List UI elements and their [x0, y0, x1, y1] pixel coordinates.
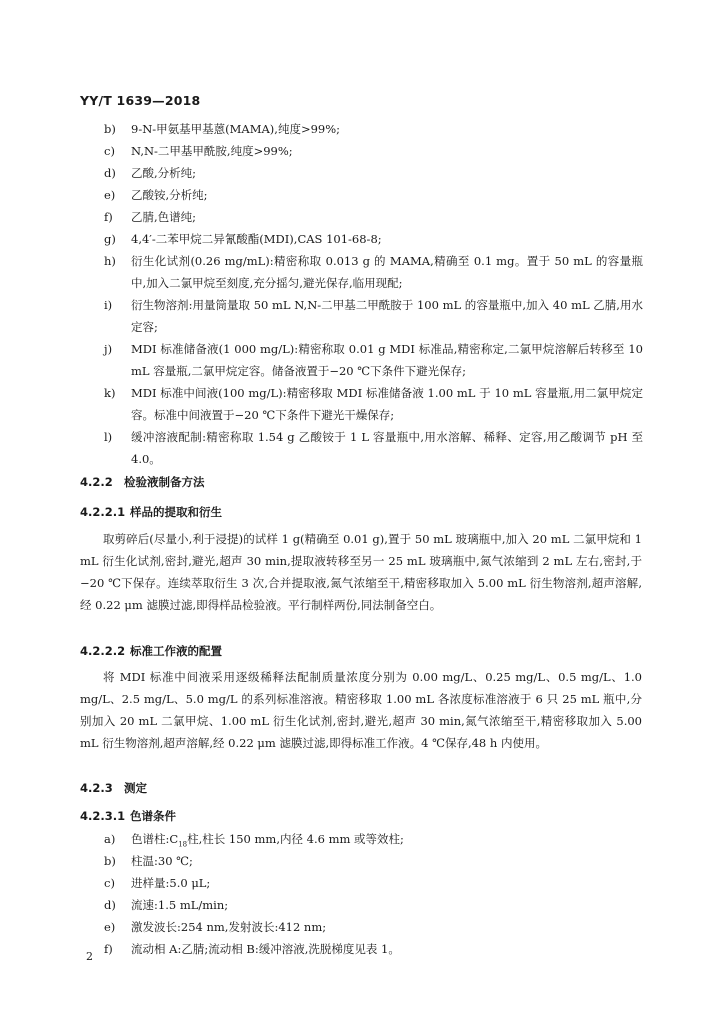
list-marker: g) [104, 232, 116, 246]
section-title: 检验液制备方法 [124, 475, 205, 489]
list-text: MDI 标准储备液(1 000 mg/L):精密称取 0.01 g MDI 标准品,精密称定,二氯甲烷溶解后转移至 10 mL 容量瓶,二氯甲烷定容。储备液置于−20 ℃下条件下避光保存; [131, 342, 643, 378]
list-marker: d) [104, 166, 116, 180]
list-marker: e) [104, 188, 116, 202]
section-number: 4.2.2.2 [80, 644, 126, 658]
list-marker: d) [104, 898, 116, 912]
list-text: 流动相 A:乙腈;流动相 B:缓冲溶液,洗脱梯度见表 1。 [131, 942, 400, 956]
list-marker: c) [104, 144, 115, 158]
list-marker: e) [104, 920, 116, 934]
page-number: 2 [86, 950, 93, 963]
list-text-after: 柱,柱长 150 mm,内径 4.6 mm 或等效柱; [187, 832, 404, 846]
list-text: 乙酸,分析纯; [131, 166, 197, 180]
list-marker: l) [104, 430, 113, 444]
list-marker: j) [104, 342, 113, 356]
subsection-heading [80, 643, 222, 659]
list-marker: a) [104, 832, 116, 846]
list-text: 进样量:5.0 μL; [131, 876, 211, 890]
list-text: 流速:1.5 mL/min; [131, 898, 229, 912]
list-marker: i) [104, 298, 113, 312]
list-marker: k) [104, 386, 116, 400]
body-paragraph: 将 MDI 标准中间液采用逐级稀释法配制质量浓度分别为 0.00 mg/L、0.25 mg/L、0.5 mg/L、1.0 mg/L、2.5 mg/L、5.0 mg/L 的系列标准溶液。精密移取 1.00 mL 各浓度标准溶液于 6 只 25 mL 瓶中,分别加入 20 mL 二氯甲烷、1.00 mL 衍生化试剂,密封,避光,超声 30 min,氮气浓缩至干,精密移取加入 5.00 mL 衍生物溶剂,超声溶解,经 0.22 μm 滤膜过滤,即得标准工作液。4 ℃保存,48 h 内使用。 [80, 670, 642, 750]
list-text: 乙酸铵,分析纯; [131, 188, 208, 202]
list-text: MDI 标准中间液(100 mg/L):精密移取 MDI 标准储备液 1.00 mL 于 10 mL 容量瓶,用二氯甲烷定容。标准中间液置于−20 ℃下条件下避光干燥保存; [131, 386, 643, 422]
list-text: N,N-二甲基甲酰胺,纯度>99%; [131, 144, 293, 158]
section-heading [80, 474, 205, 490]
list-marker: h) [104, 254, 116, 268]
subsection-heading [80, 504, 222, 520]
list-text: 衍生化试剂(0.26 mg/mL):精密称取 0.013 g 的 MAMA,精确至 0.1 mg。置于 50 mL 的容量瓶中,加入二氯甲烷至刻度,充分摇匀,避光保存,临用现配; [131, 254, 643, 290]
section-title: 测定 [124, 781, 147, 795]
list-marker: b) [104, 854, 116, 868]
list-marker: b) [104, 122, 116, 136]
section-number: 4.2.2 [80, 475, 113, 489]
list-text-before: 色谱柱:C [131, 832, 179, 846]
list-text: 缓冲溶液配制:精密称取 1.54 g 乙酸铵于 1 L 容量瓶中,用水溶解、稀释、定容,用乙酸调节 pH 至 4.0。 [131, 430, 643, 466]
list-text: 4,4′-二苯甲烷二异氰酸酯(MDI),CAS 101-68-8; [131, 232, 382, 246]
section-heading [80, 780, 147, 796]
list-text: 乙腈,色谱纯; [131, 210, 197, 224]
list-text: 衍生物溶剂:用量筒量取 50 mL N,N-二甲基二甲酰胺于 100 mL 的容量瓶中,加入 40 mL 乙腈,用水定容; [131, 298, 643, 334]
section-title: 样品的提取和衍生 [130, 505, 222, 519]
section-number: 4.2.3.1 [80, 809, 126, 823]
section-number: 4.2.2.1 [80, 505, 126, 519]
subsection-heading [80, 808, 176, 824]
list-text: 9-N-甲氨基甲基蒽(MAMA),纯度>99%; [131, 122, 341, 136]
standard-code: YY/T 1639—2018 [80, 93, 201, 108]
subscript: 18 [178, 840, 188, 849]
list-marker: f) [104, 942, 113, 956]
list-text: 柱温:30 ℃; [131, 854, 193, 868]
section-number: 4.2.3 [80, 781, 113, 795]
body-paragraph: 取剪碎后(尽量小,利于浸提)的试样 1 g(精确至 0.01 g),置于 50 mL 玻璃瓶中,加入 20 mL 二氯甲烷和 1 mL 衍生化试剂,密封,避光,超声 30 min,提取液转移至另一 25 mL 玻璃瓶中,氮气浓缩到 2 mL 左右,密封,于−20 ℃下保存。连续萃取衍生 3 次,合并提取液,氮气浓缩至干,精密移取加入 5.00 mL 衍生物溶剂,超声溶解,经 0.22 μm 滤膜过滤,即得样品检验液。平行制样两份,同法制备空白。 [80, 532, 642, 612]
section-title: 标准工作液的配置 [130, 644, 222, 658]
list-marker: c) [104, 876, 115, 890]
list-text: 激发波长:254 nm,发射波长:412 nm; [131, 920, 327, 934]
list-marker: f) [104, 210, 113, 224]
section-title: 色谱条件 [130, 809, 176, 823]
